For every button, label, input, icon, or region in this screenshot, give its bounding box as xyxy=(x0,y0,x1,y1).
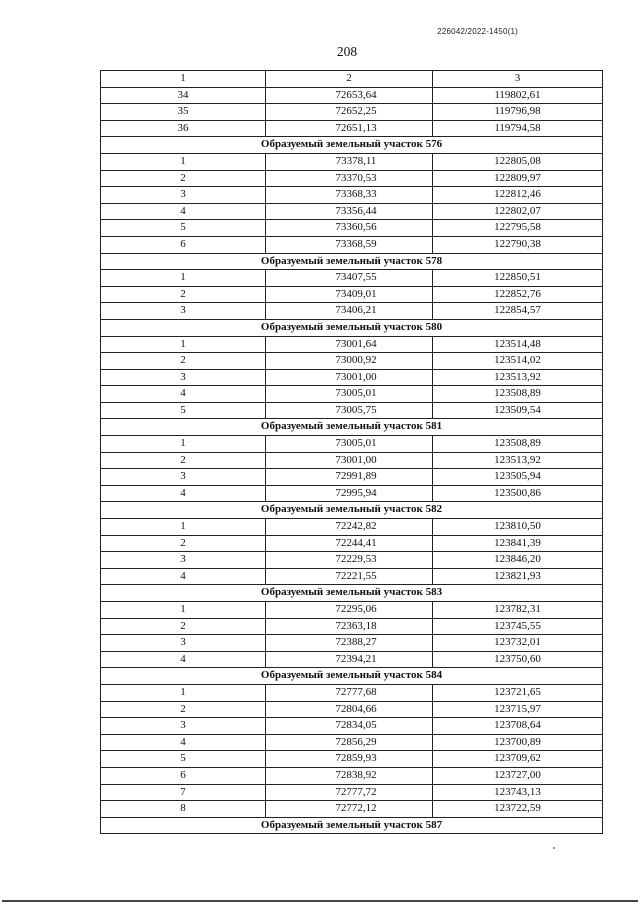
header-col-3: 3 xyxy=(433,71,603,88)
point-number-cell: 1 xyxy=(101,270,266,287)
y-coordinate-cell: 119794,58 xyxy=(433,120,603,137)
point-number-cell: 4 xyxy=(101,386,266,403)
point-number-cell: 1 xyxy=(101,436,266,453)
y-coordinate-cell: 123500,86 xyxy=(433,485,603,502)
y-coordinate-cell: 123709,62 xyxy=(433,751,603,768)
table-row xyxy=(101,270,603,287)
point-number-cell: 2 xyxy=(101,170,266,187)
table-row xyxy=(101,153,603,170)
document-id: 226042/2022-1450(1) xyxy=(437,27,518,36)
y-coordinate-cell: 123821,93 xyxy=(433,568,603,585)
x-coordinate-cell: 73378,11 xyxy=(266,153,433,170)
table-row xyxy=(101,353,603,370)
table-row xyxy=(101,635,603,652)
y-coordinate-cell: 122805,08 xyxy=(433,153,603,170)
x-coordinate-cell: 72856,29 xyxy=(266,734,433,751)
table-row xyxy=(101,369,603,386)
x-coordinate-cell: 72388,27 xyxy=(266,635,433,652)
y-coordinate-cell: 122809,97 xyxy=(433,170,603,187)
point-number-cell: 35 xyxy=(101,104,266,121)
point-number-cell: 6 xyxy=(101,767,266,784)
point-number-cell: 34 xyxy=(101,87,266,104)
y-coordinate-cell: 123509,54 xyxy=(433,402,603,419)
point-number-cell: 2 xyxy=(101,286,266,303)
x-coordinate-cell: 73406,21 xyxy=(266,303,433,320)
y-coordinate-cell: 123846,20 xyxy=(433,552,603,569)
x-coordinate-cell: 72242,82 xyxy=(266,519,433,536)
section-header-row xyxy=(101,817,603,834)
x-coordinate-cell: 72229,53 xyxy=(266,552,433,569)
table-row xyxy=(101,784,603,801)
table-row xyxy=(101,485,603,502)
x-coordinate-cell: 73001,00 xyxy=(266,452,433,469)
table-row xyxy=(101,170,603,187)
section-header-row xyxy=(101,319,603,336)
y-coordinate-cell: 123722,59 xyxy=(433,801,603,818)
table-row xyxy=(101,767,603,784)
point-number-cell: 2 xyxy=(101,535,266,552)
x-coordinate-cell: 72652,25 xyxy=(266,104,433,121)
point-number-cell: 7 xyxy=(101,784,266,801)
x-coordinate-cell: 72838,92 xyxy=(266,767,433,784)
x-coordinate-cell: 73370,53 xyxy=(266,170,433,187)
x-coordinate-cell: 72394,21 xyxy=(266,651,433,668)
x-coordinate-cell: 73356,44 xyxy=(266,203,433,220)
x-coordinate-cell: 73005,01 xyxy=(266,436,433,453)
table-row xyxy=(101,651,603,668)
coordinates-table xyxy=(100,70,603,834)
point-number-cell: 1 xyxy=(101,519,266,536)
y-coordinate-cell: 123721,65 xyxy=(433,684,603,701)
section-title: Образуемый земельный участок 584 xyxy=(101,668,603,685)
x-coordinate-cell: 72777,68 xyxy=(266,684,433,701)
x-coordinate-cell: 72859,93 xyxy=(266,751,433,768)
table-row xyxy=(101,684,603,701)
section-title: Образуемый земельный участок 578 xyxy=(101,253,603,270)
section-title: Образуемый земельный участок 583 xyxy=(101,585,603,602)
point-number-cell: 3 xyxy=(101,187,266,204)
section-header-row xyxy=(101,137,603,154)
section-title: Образуемый земельный участок 576 xyxy=(101,137,603,154)
x-coordinate-cell: 72995,94 xyxy=(266,485,433,502)
x-coordinate-cell: 72651,13 xyxy=(266,120,433,137)
point-number-cell: 3 xyxy=(101,718,266,735)
y-coordinate-cell: 123513,92 xyxy=(433,452,603,469)
section-title: Образуемый земельный участок 580 xyxy=(101,319,603,336)
section-header-row xyxy=(101,419,603,436)
point-number-cell: 3 xyxy=(101,369,266,386)
x-coordinate-cell: 73368,59 xyxy=(266,236,433,253)
section-header-row xyxy=(101,253,603,270)
point-number-cell: 4 xyxy=(101,568,266,585)
y-coordinate-cell: 123727,00 xyxy=(433,767,603,784)
header-col-1: 1 xyxy=(101,71,266,88)
table-header-row xyxy=(101,71,603,88)
table-row xyxy=(101,469,603,486)
table-row xyxy=(101,402,603,419)
x-coordinate-cell: 73005,01 xyxy=(266,386,433,403)
point-number-cell: 4 xyxy=(101,651,266,668)
point-number-cell: 3 xyxy=(101,552,266,569)
x-coordinate-cell: 72804,66 xyxy=(266,701,433,718)
y-coordinate-cell: 123513,92 xyxy=(433,369,603,386)
table-row xyxy=(101,187,603,204)
y-coordinate-cell: 123841,39 xyxy=(433,535,603,552)
x-coordinate-cell: 73005,75 xyxy=(266,402,433,419)
table-row xyxy=(101,286,603,303)
x-coordinate-cell: 72653,64 xyxy=(266,87,433,104)
x-coordinate-cell: 72772,12 xyxy=(266,801,433,818)
point-number-cell: 6 xyxy=(101,236,266,253)
section-title: Образуемый земельный участок 582 xyxy=(101,502,603,519)
y-coordinate-cell: 123732,01 xyxy=(433,635,603,652)
table-row xyxy=(101,303,603,320)
y-coordinate-cell: 123508,89 xyxy=(433,386,603,403)
y-coordinate-cell: 122795,58 xyxy=(433,220,603,237)
point-number-cell: 4 xyxy=(101,485,266,502)
y-coordinate-cell: 123700,89 xyxy=(433,734,603,751)
point-number-cell: 4 xyxy=(101,203,266,220)
point-number-cell: 3 xyxy=(101,303,266,320)
table-row xyxy=(101,87,603,104)
table-row xyxy=(101,701,603,718)
section-title: Образуемый земельный участок 587 xyxy=(101,817,603,834)
table-row xyxy=(101,386,603,403)
table-row xyxy=(101,336,603,353)
x-coordinate-cell: 73000,92 xyxy=(266,353,433,370)
y-coordinate-cell: 123708,64 xyxy=(433,718,603,735)
scan-bottom-edge xyxy=(2,900,638,902)
scan-speck xyxy=(553,847,555,849)
y-coordinate-cell: 123514,48 xyxy=(433,336,603,353)
point-number-cell: 3 xyxy=(101,469,266,486)
y-coordinate-cell: 119802,61 xyxy=(433,87,603,104)
x-coordinate-cell: 73409,01 xyxy=(266,286,433,303)
y-coordinate-cell: 123745,55 xyxy=(433,618,603,635)
table-row xyxy=(101,734,603,751)
section-title: Образуемый земельный участок 581 xyxy=(101,419,603,436)
x-coordinate-cell: 73407,55 xyxy=(266,270,433,287)
table-row xyxy=(101,718,603,735)
point-number-cell: 2 xyxy=(101,618,266,635)
x-coordinate-cell: 72991,89 xyxy=(266,469,433,486)
table-row xyxy=(101,104,603,121)
y-coordinate-cell: 123750,60 xyxy=(433,651,603,668)
y-coordinate-cell: 122812,46 xyxy=(433,187,603,204)
table-row xyxy=(101,220,603,237)
point-number-cell: 1 xyxy=(101,684,266,701)
point-number-cell: 36 xyxy=(101,120,266,137)
table-row xyxy=(101,519,603,536)
y-coordinate-cell: 122802,07 xyxy=(433,203,603,220)
point-number-cell: 4 xyxy=(101,734,266,751)
x-coordinate-cell: 73368,33 xyxy=(266,187,433,204)
y-coordinate-cell: 122854,57 xyxy=(433,303,603,320)
point-number-cell: 2 xyxy=(101,353,266,370)
y-coordinate-cell: 123782,31 xyxy=(433,602,603,619)
x-coordinate-cell: 73001,00 xyxy=(266,369,433,386)
table-row xyxy=(101,120,603,137)
table-row xyxy=(101,535,603,552)
table-row xyxy=(101,236,603,253)
section-header-row xyxy=(101,502,603,519)
x-coordinate-cell: 72777,72 xyxy=(266,784,433,801)
point-number-cell: 5 xyxy=(101,220,266,237)
point-number-cell: 2 xyxy=(101,701,266,718)
table-row xyxy=(101,751,603,768)
y-coordinate-cell: 122790,38 xyxy=(433,236,603,253)
table-row xyxy=(101,568,603,585)
x-coordinate-cell: 72295,06 xyxy=(266,602,433,619)
table-row xyxy=(101,618,603,635)
point-number-cell: 8 xyxy=(101,801,266,818)
table-row xyxy=(101,436,603,453)
y-coordinate-cell: 123715,97 xyxy=(433,701,603,718)
table-row xyxy=(101,602,603,619)
point-number-cell: 2 xyxy=(101,452,266,469)
section-header-row xyxy=(101,668,603,685)
y-coordinate-cell: 122852,76 xyxy=(433,286,603,303)
x-coordinate-cell: 72363,18 xyxy=(266,618,433,635)
y-coordinate-cell: 119796,98 xyxy=(433,104,603,121)
y-coordinate-cell: 123505,94 xyxy=(433,469,603,486)
y-coordinate-cell: 123508,89 xyxy=(433,436,603,453)
table-row xyxy=(101,452,603,469)
section-header-row xyxy=(101,585,603,602)
point-number-cell: 1 xyxy=(101,336,266,353)
x-coordinate-cell: 72834,05 xyxy=(266,718,433,735)
table-row xyxy=(101,801,603,818)
y-coordinate-cell: 123514,02 xyxy=(433,353,603,370)
point-number-cell: 3 xyxy=(101,635,266,652)
y-coordinate-cell: 122850,51 xyxy=(433,270,603,287)
point-number-cell: 5 xyxy=(101,751,266,768)
y-coordinate-cell: 123743,13 xyxy=(433,784,603,801)
point-number-cell: 1 xyxy=(101,602,266,619)
point-number-cell: 5 xyxy=(101,402,266,419)
table-row xyxy=(101,203,603,220)
x-coordinate-cell: 72221,55 xyxy=(266,568,433,585)
x-coordinate-cell: 73001,64 xyxy=(266,336,433,353)
page-number: 208 xyxy=(336,44,358,59)
table-row xyxy=(101,552,603,569)
y-coordinate-cell: 123810,50 xyxy=(433,519,603,536)
x-coordinate-cell: 72244,41 xyxy=(266,535,433,552)
point-number-cell: 1 xyxy=(101,153,266,170)
header-col-2: 2 xyxy=(266,71,433,88)
x-coordinate-cell: 73360,56 xyxy=(266,220,433,237)
